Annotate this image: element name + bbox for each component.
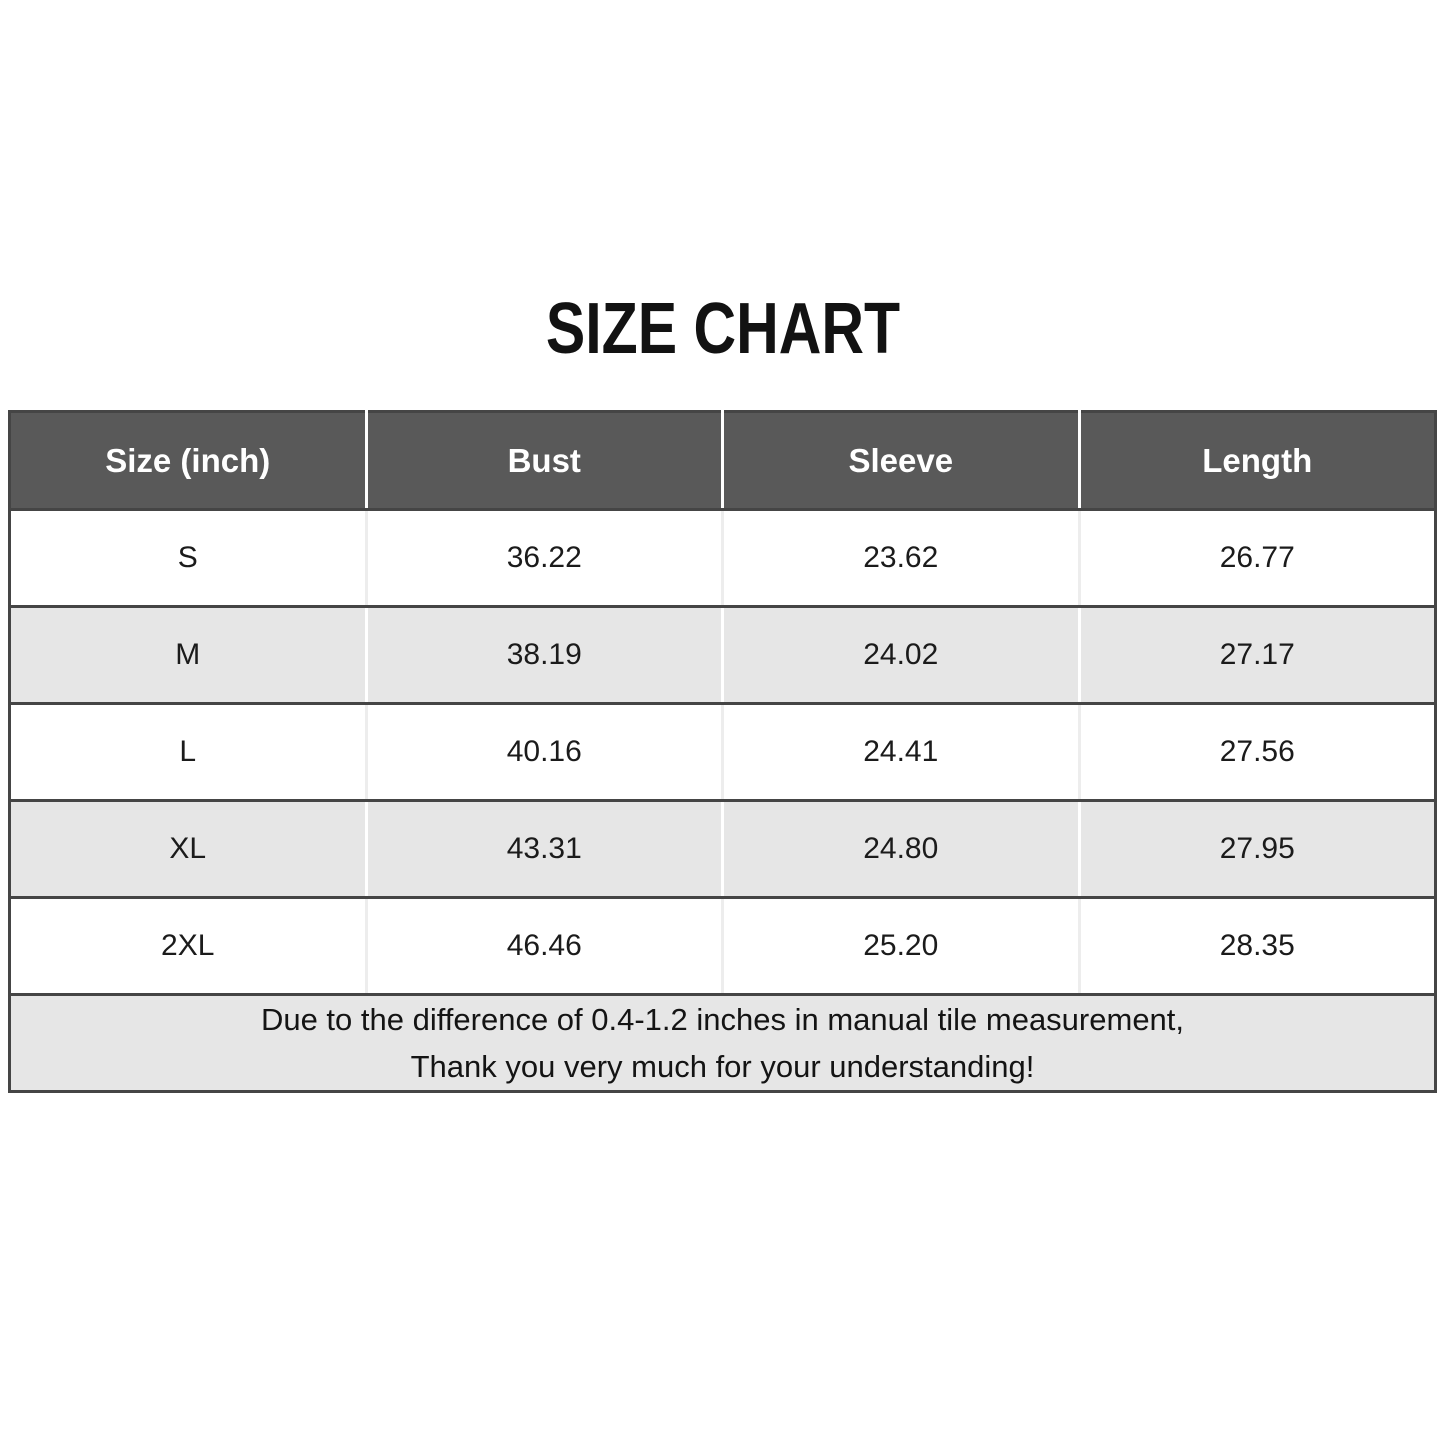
cell-bust: 36.22 — [366, 510, 723, 607]
column-header-size: Size (inch) — [10, 412, 367, 510]
cell-sleeve: 23.62 — [723, 510, 1080, 607]
cell-length: 27.56 — [1079, 704, 1436, 801]
table-footer — [10, 995, 1436, 1092]
cell-length: 27.95 — [1079, 801, 1436, 898]
table-row-s — [10, 510, 1436, 607]
note-line-2: Thank you very much for your understanding! — [410, 1049, 1035, 1084]
table-row-xl — [10, 801, 1436, 898]
cell-bust: 40.16 — [366, 704, 723, 801]
table-body — [10, 510, 1436, 995]
column-header-length: Length — [1079, 412, 1436, 510]
header-row — [10, 412, 1436, 510]
cell-size: 2XL — [10, 898, 367, 995]
cell-sleeve: 24.41 — [723, 704, 1080, 801]
cell-size: M — [10, 607, 367, 704]
note-row — [10, 995, 1436, 1092]
cell-size: L — [10, 704, 367, 801]
cell-sleeve: 25.20 — [723, 898, 1080, 995]
table-row-l — [10, 704, 1436, 801]
cell-length: 26.77 — [1079, 510, 1436, 607]
cell-length: 27.17 — [1079, 607, 1436, 704]
cell-bust: 46.46 — [366, 898, 723, 995]
page-title-container — [0, 288, 1445, 370]
table-header — [10, 412, 1436, 510]
measurement-note — [10, 995, 1436, 1092]
cell-length: 28.35 — [1079, 898, 1436, 995]
cell-size: XL — [10, 801, 367, 898]
cell-bust: 38.19 — [366, 607, 723, 704]
size-chart-table — [8, 410, 1437, 1093]
cell-sleeve: 24.02 — [723, 607, 1080, 704]
table-row-2xl — [10, 898, 1436, 995]
table-row-m — [10, 607, 1436, 704]
page-title: SIZE CHART — [545, 289, 900, 369]
column-header-sleeve: Sleeve — [723, 412, 1080, 510]
cell-size: S — [10, 510, 367, 607]
cell-sleeve: 24.80 — [723, 801, 1080, 898]
column-header-bust: Bust — [366, 412, 723, 510]
note-line-1: Due to the difference of 0.4-1.2 inches in manual tile measurement, — [260, 1002, 1185, 1037]
cell-bust: 43.31 — [366, 801, 723, 898]
